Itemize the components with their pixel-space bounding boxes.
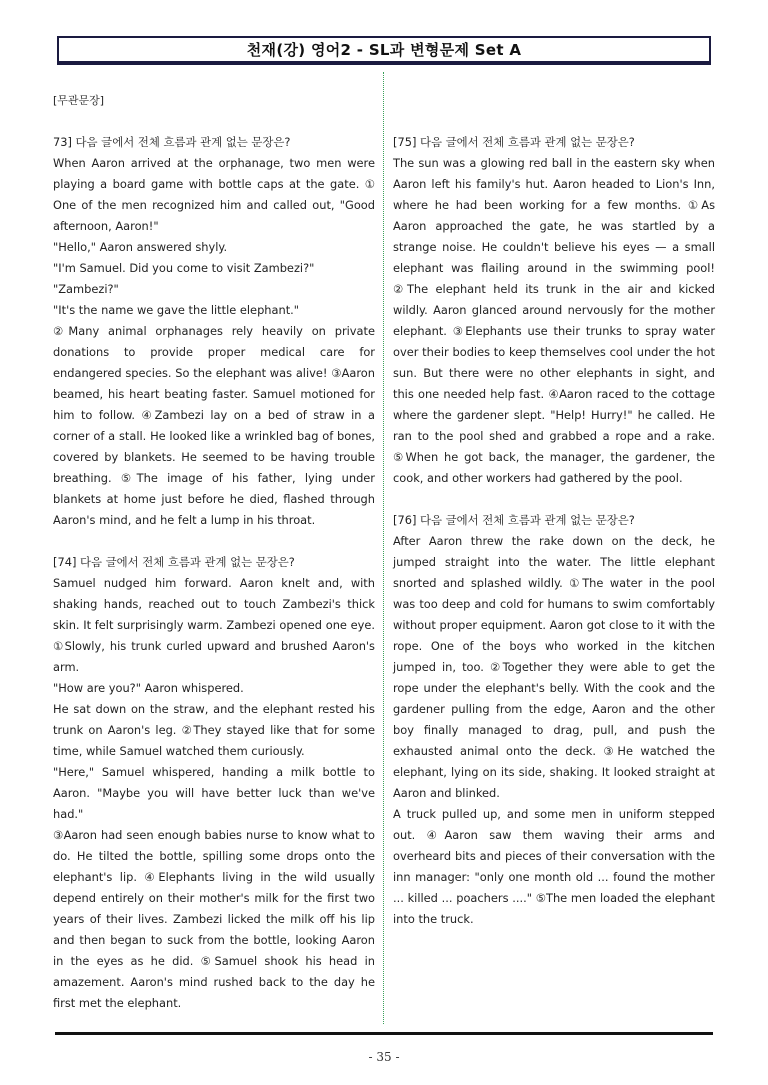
question-73-prompt: 73] 다음 글에서 전체 흐름과 관계 없는 문장은? (53, 135, 291, 149)
question-73-paragraph: When Aaron arrived at the orphanage, two men were playing a board game with bottle caps at the gate. ① One of the men recognized him and called out, "Good afternoon, Aaron!" (53, 156, 375, 233)
question-74-paragraph: "How are you?" Aaron whispered. (53, 681, 244, 695)
column-divider (383, 72, 384, 1024)
question-74-paragraph: ③Aaron had seen enough babies nurse to know what to do. He tilted the bottle, spilling some drops onto the elephant's lip. ④Elephants living in the wild usually depend entirely on their mother's milk for the first two years of their lives. Zambezi licked the milk off his lip and then began to suck from the bottle, looking Aaron in the eyes as he did. ⑤Samuel shook his head in amazement. Aaron's mind rushed back to the day he first met the elephant. (53, 828, 375, 1010)
question-73-paragraph: "Hello," Aaron answered shyly. (53, 240, 228, 254)
question-75-paragraph: The sun was a glowing red ball in the eastern sky when Aaron left his family's hut. Aaron headed to Lion's Inn, where he had been working for a few months. ①As Aaron approached the gate, he was startled by a strange noise. He couldn't believe his eyes — a small elephant was flailing around in the swimming pool! ②The elephant held its trunk in the air and kicked wildly. Aaron glanced around nervously for the mother elephant. ③Elephants use their trunks to spray water over their bodies to keep themselves cool under the hot sun. But there were no other elephants in sight, and this one needed help fast. ④Aaron raced to the cottage where the gardener slept. "Help! Hurry!" he called. He ran to the pool shed and grabbed a rope and a rake. ⑤When he got back, the manager, the gardener, the cook, and other workers had gathered by the pool. (393, 156, 715, 485)
page-title-box (57, 36, 711, 65)
question-74-prompt: [74] 다음 글에서 전체 흐름과 관계 없는 문장은? (53, 555, 295, 569)
page-title: 천재(강) 영어2 - SL과 변형문제 Set A (246, 41, 522, 59)
question-73 (53, 132, 375, 531)
right-column (393, 132, 715, 930)
question-76-prompt: [76] 다음 글에서 전체 흐름과 관계 없는 문장은? (393, 513, 635, 527)
question-73-paragraph: "I'm Samuel. Did you come to visit Zambezi?" (53, 261, 315, 275)
question-75-prompt: [75] 다음 글에서 전체 흐름과 관계 없는 문장은? (393, 135, 635, 149)
question-74-paragraph: "Here," Samuel whispered, handing a milk bottle to Aaron. "Maybe you will have better luck than we've had." (53, 765, 375, 821)
section-label: [무관문장] (53, 94, 105, 107)
question-76-paragraph: After Aaron threw the rake down on the deck, he jumped straight into the water. The little elephant snorted and splashed wildly. ①The water in the pool was too deep and cold for humans to swim comfortably without proper equipment. Aaron got close to it with the rope. One of the boys who worked in the kitchen jumped in, too. ②Together they were able to get the rope under the elephant's belly. With the cook and the gardener pulling from the edge, Aaron and the other boy finally managed to drag, pull, and push the exhausted animal onto the deck. ③He watched the elephant, lying on its side, shaking. It looked straight at Aaron and blinked. (393, 534, 715, 800)
bottom-rule (55, 1032, 713, 1035)
page-number: - 35 - (368, 1050, 400, 1064)
question-73-paragraph: ②Many animal orphanages rely heavily on private donations to provide proper medical care for endangered species. So the elephant was alive! ③Aaron beamed, his heart beating faster. Samuel motioned for him to follow. ④Zambezi lay on a bed of straw in a corner of a stall. He looked like a wrinkled bag of bones, covered by blankets. He seemed to be having trouble breathing. ⑤The image of his father, lying under blankets at home just before he died, flashed through Aaron's mind, and he felt a lump in his throat. (53, 324, 375, 527)
question-73-paragraph: "Zambezi?" (53, 282, 119, 296)
question-74 (53, 552, 375, 1014)
question-75 (393, 132, 715, 489)
question-74-paragraph: Samuel nudged him forward. Aaron knelt and, with shaking hands, reached out to touch Zambezi's thick skin. It felt surprisingly warm. Zambezi opened one eye. ①Slowly, his trunk curled upward and brushed Aaron's arm. (53, 576, 375, 674)
left-column (53, 90, 375, 1014)
question-76 (393, 510, 715, 930)
question-76-paragraph: A truck pulled up, and some men in uniform stepped out. ④Aaron saw them waving their arms and overheard bits and pieces of their conversation with the inn manager: "only one month old ... found the mother ... killed ... poachers ...." ⑤The men loaded the elephant into the truck. (393, 807, 715, 926)
question-74-paragraph: He sat down on the straw, and the elephant rested his trunk on Aaron's leg. ②They stayed like that for some time, while Samuel watched them curiously. (53, 702, 375, 758)
question-73-paragraph: "It's the name we gave the little elephant." (53, 303, 300, 317)
